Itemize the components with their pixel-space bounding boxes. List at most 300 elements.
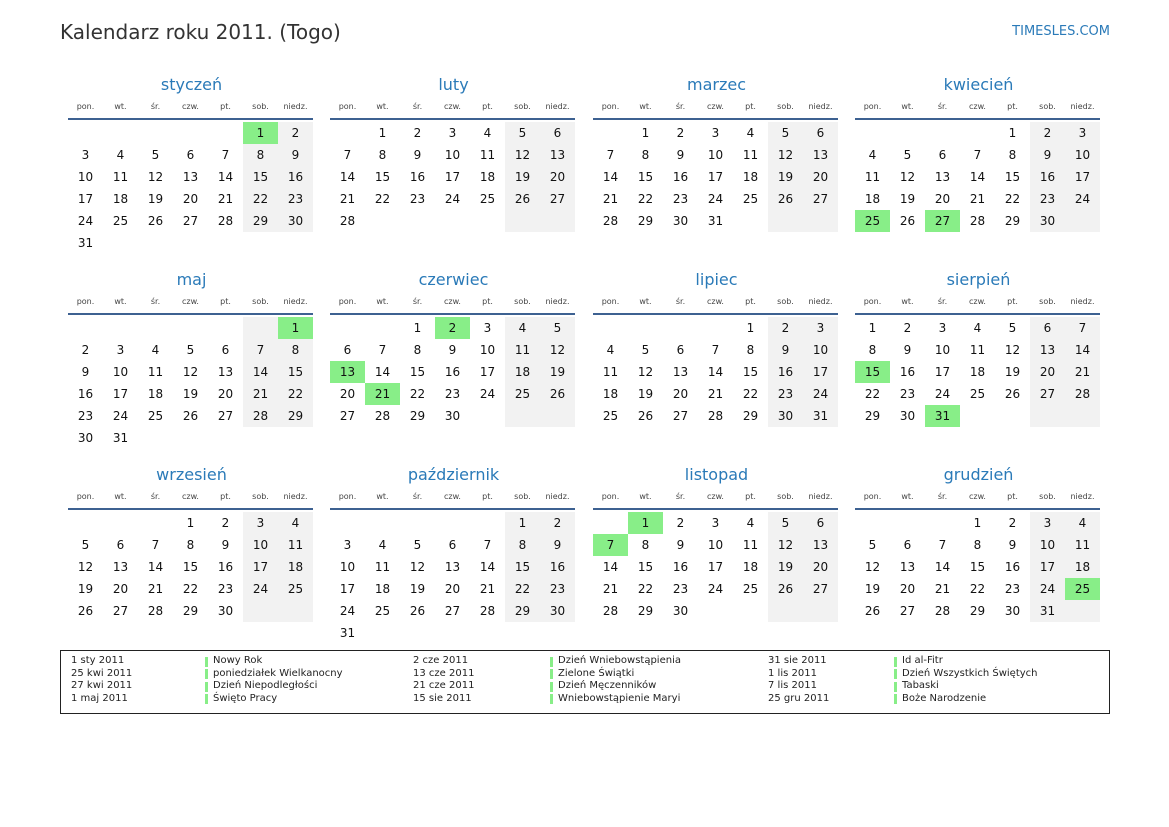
- day-cell: 29: [864, 409, 881, 423]
- header-divider: [68, 508, 313, 510]
- day-cell: 21: [243, 383, 278, 405]
- weekday-label: śr.: [675, 297, 686, 306]
- weekday-label: wt.: [114, 297, 127, 306]
- day-cell: 28: [243, 405, 278, 427]
- day-cell: 18: [374, 582, 391, 596]
- day-cell: 12: [540, 339, 575, 361]
- day-cell: 22: [1004, 192, 1021, 206]
- empty-cell: [278, 232, 313, 254]
- day-cell: 18: [864, 192, 881, 206]
- holiday-marker: [894, 682, 897, 692]
- day-cell: 22: [864, 387, 881, 401]
- empty-cell: [470, 622, 505, 644]
- days-grid: [68, 512, 315, 622]
- day-cell: 22: [505, 578, 540, 600]
- header-divider: [330, 508, 575, 510]
- day-cell: 31: [77, 236, 94, 250]
- weekday-label: niedz.: [808, 297, 833, 306]
- weekday-label: wt.: [901, 102, 914, 111]
- day-cell: 16: [672, 560, 689, 574]
- day-cell: 28: [602, 604, 619, 618]
- empty-cell: [365, 512, 400, 534]
- day-cell: 16: [768, 361, 803, 383]
- day-cell: 2: [540, 512, 575, 534]
- day-cell: 3: [1065, 122, 1100, 144]
- day-cell: 24: [339, 604, 356, 618]
- day-cell: 26: [540, 383, 575, 405]
- day-cell: 28: [707, 409, 724, 423]
- day-cell: 7: [1065, 317, 1100, 339]
- weekday-label: niedz.: [283, 102, 308, 111]
- day-cell: 25: [374, 604, 391, 618]
- empty-cell: [1030, 405, 1065, 427]
- day-cell: 28: [969, 214, 986, 228]
- weekday-label: niedz.: [1070, 102, 1095, 111]
- day-cell: 22: [637, 192, 654, 206]
- day-cell: 14: [147, 560, 164, 574]
- days-grid: [330, 317, 577, 427]
- day-cell: 25: [112, 214, 129, 228]
- day-cell: 17: [444, 170, 461, 184]
- day-cell: 29: [505, 600, 540, 622]
- weekday-label: pt.: [220, 492, 231, 501]
- day-cell: 25: [278, 578, 313, 600]
- day-cell: 9: [81, 365, 90, 379]
- day-cell: 11: [602, 365, 619, 379]
- empty-cell: [103, 512, 138, 534]
- weekday-label: śr.: [412, 492, 423, 501]
- empty-cell: [330, 512, 365, 534]
- empty-cell: [470, 512, 505, 534]
- month-name: marzec: [686, 75, 746, 94]
- day-cell: 14: [479, 560, 496, 574]
- day-cell: 30: [278, 210, 313, 232]
- weekday-label: pon.: [863, 297, 882, 306]
- day-cell: 16: [77, 387, 94, 401]
- day-cell: 4: [606, 343, 615, 357]
- weekday-label: pon.: [863, 102, 882, 111]
- month-name: czerwiec: [418, 270, 489, 289]
- day-cell: 10: [803, 339, 838, 361]
- empty-cell: [243, 600, 278, 622]
- empty-cell: [768, 210, 803, 232]
- weekday-header: [855, 294, 1102, 310]
- weekday-label: śr.: [150, 492, 161, 501]
- holiday-name: Wniebowstąpienie Maryi: [558, 692, 681, 704]
- day-cell: 26: [182, 409, 199, 423]
- day-cell: 22: [637, 582, 654, 596]
- day-cell: 6: [903, 538, 912, 552]
- day-cell: 19: [637, 387, 654, 401]
- day-cell: 13: [444, 560, 461, 574]
- day-cell: 8: [641, 538, 650, 552]
- holiday-marker: [205, 694, 208, 704]
- month-block: [593, 267, 840, 427]
- days-grid: [68, 317, 315, 449]
- day-cell: 31: [925, 405, 960, 427]
- day-cell: 27: [1030, 383, 1065, 405]
- weekday-label: sob.: [252, 102, 269, 111]
- empty-cell: [663, 317, 698, 339]
- month-block: [68, 462, 315, 622]
- weekday-header: [593, 99, 840, 115]
- weekday-label: śr.: [412, 102, 423, 111]
- weekday-label: pt.: [482, 492, 493, 501]
- day-cell: 15: [505, 556, 540, 578]
- day-cell: 19: [768, 166, 803, 188]
- day-cell: 27: [112, 604, 129, 618]
- weekday-label: pon.: [601, 102, 620, 111]
- day-cell: 8: [505, 534, 540, 556]
- day-cell: 6: [186, 148, 195, 162]
- day-cell: 30: [1030, 210, 1065, 232]
- day-cell: 4: [278, 512, 313, 534]
- day-cell: 13: [182, 170, 199, 184]
- days-grid: [593, 122, 840, 232]
- weekday-label: czw.: [182, 297, 199, 306]
- holiday-date: 2 cze 2011: [413, 655, 469, 666]
- weekday-label: niedz.: [1070, 297, 1095, 306]
- day-cell: 6: [803, 512, 838, 534]
- day-cell: 2: [278, 122, 313, 144]
- day-cell: 24: [707, 192, 724, 206]
- empty-cell: [400, 210, 435, 232]
- day-cell: 29: [278, 405, 313, 427]
- weekday-label: pt.: [1007, 102, 1018, 111]
- day-cell: 2: [768, 317, 803, 339]
- weekday-header: [593, 294, 840, 310]
- day-cell: 30: [540, 600, 575, 622]
- day-cell: 23: [1030, 188, 1065, 210]
- day-cell: 18: [278, 556, 313, 578]
- day-cell: 10: [444, 148, 461, 162]
- day-cell: 31: [707, 214, 724, 228]
- month-name: maj: [176, 270, 207, 289]
- month-block: [330, 72, 577, 232]
- day-cell: 30: [768, 405, 803, 427]
- day-cell: 13: [217, 365, 234, 379]
- day-cell: 3: [803, 317, 838, 339]
- empty-cell: [593, 317, 628, 339]
- day-cell: 20: [899, 582, 916, 596]
- holiday-marker: [894, 669, 897, 679]
- day-cell: 12: [899, 170, 916, 184]
- empty-cell: [1065, 210, 1100, 232]
- weekday-label: sob.: [514, 492, 531, 501]
- day-cell: 26: [147, 214, 164, 228]
- weekday-header: [330, 99, 577, 115]
- day-cell: 5: [1008, 321, 1017, 335]
- month-block: [593, 72, 840, 232]
- empty-cell: [628, 317, 663, 339]
- day-cell: 30: [444, 409, 461, 423]
- day-cell: 12: [505, 144, 540, 166]
- day-cell: 20: [934, 192, 951, 206]
- day-cell: 7: [243, 339, 278, 361]
- header-divider: [855, 508, 1100, 510]
- empty-cell: [960, 405, 995, 427]
- weekday-label: śr.: [412, 297, 423, 306]
- empty-cell: [733, 210, 768, 232]
- days-grid: [855, 512, 1102, 622]
- weekday-label: śr.: [150, 102, 161, 111]
- header-divider: [593, 313, 838, 315]
- day-cell: 8: [1008, 148, 1017, 162]
- day-cell: 27: [540, 188, 575, 210]
- empty-cell: [435, 622, 470, 644]
- day-cell: 10: [339, 560, 356, 574]
- day-cell: 8: [378, 148, 387, 162]
- day-cell: 17: [112, 387, 129, 401]
- header-divider: [330, 313, 575, 315]
- empty-cell: [400, 512, 435, 534]
- empty-cell: [470, 405, 505, 427]
- weekday-header: [68, 99, 315, 115]
- empty-cell: [330, 122, 365, 144]
- empty-cell: [208, 232, 243, 254]
- day-cell: 7: [151, 538, 160, 552]
- empty-cell: [173, 232, 208, 254]
- empty-cell: [365, 210, 400, 232]
- weekday-label: śr.: [150, 297, 161, 306]
- day-cell: 30: [1004, 604, 1021, 618]
- day-cell: 2: [676, 516, 685, 530]
- day-cell: 20: [182, 192, 199, 206]
- day-cell: 24: [444, 192, 461, 206]
- month-name: lipiec: [695, 270, 738, 289]
- day-cell: 28: [147, 604, 164, 618]
- day-cell: 7: [711, 343, 720, 357]
- weekday-label: pon.: [76, 492, 95, 501]
- empty-cell: [995, 405, 1030, 427]
- day-cell: 5: [505, 122, 540, 144]
- day-cell: 22: [969, 582, 986, 596]
- day-cell: 21: [707, 387, 724, 401]
- empty-cell: [243, 427, 278, 449]
- day-cell: 1: [413, 321, 422, 335]
- day-cell: 18: [602, 387, 619, 401]
- weekday-label: pon.: [76, 297, 95, 306]
- day-cell: 16: [899, 365, 916, 379]
- day-cell: 7: [593, 534, 628, 556]
- weekday-label: wt.: [639, 102, 652, 111]
- day-cell: 2: [1008, 516, 1017, 530]
- holiday-date: 31 sie 2011: [768, 655, 827, 666]
- day-cell: 4: [116, 148, 125, 162]
- day-cell: 21: [217, 192, 234, 206]
- day-cell: 9: [413, 148, 422, 162]
- day-cell: 1: [973, 516, 982, 530]
- weekday-header: [593, 489, 840, 505]
- holiday-marker: [205, 669, 208, 679]
- day-cell: 9: [1008, 538, 1017, 552]
- day-cell: 1: [243, 122, 278, 144]
- day-cell: 7: [343, 148, 352, 162]
- day-cell: 15: [1004, 170, 1021, 184]
- weekday-label: wt.: [376, 492, 389, 501]
- weekday-label: pon.: [601, 297, 620, 306]
- day-cell: 4: [151, 343, 160, 357]
- day-cell: 13: [540, 144, 575, 166]
- day-cell: 19: [409, 582, 426, 596]
- day-cell: 26: [637, 409, 654, 423]
- weekday-label: czw.: [182, 102, 199, 111]
- day-cell: 13: [803, 144, 838, 166]
- month-name: kwiecień: [943, 75, 1014, 94]
- day-cell: 26: [505, 188, 540, 210]
- empty-cell: [803, 210, 838, 232]
- day-cell: 3: [343, 538, 352, 552]
- day-cell: 21: [339, 192, 356, 206]
- day-cell: 8: [186, 538, 195, 552]
- empty-cell: [435, 210, 470, 232]
- empty-cell: [103, 317, 138, 339]
- day-cell: 21: [602, 582, 619, 596]
- empty-cell: [330, 317, 365, 339]
- empty-cell: [68, 317, 103, 339]
- days-grid: [593, 317, 840, 427]
- weekday-label: śr.: [675, 102, 686, 111]
- day-cell: 5: [903, 148, 912, 162]
- day-cell: 18: [479, 170, 496, 184]
- day-cell: 28: [602, 214, 619, 228]
- empty-cell: [138, 122, 173, 144]
- day-cell: 6: [540, 122, 575, 144]
- day-cell: 6: [1030, 317, 1065, 339]
- empty-cell: [733, 600, 768, 622]
- day-cell: 24: [1030, 578, 1065, 600]
- day-cell: 13: [934, 170, 951, 184]
- weekday-label: wt.: [639, 492, 652, 501]
- day-cell: 26: [899, 214, 916, 228]
- day-cell: 18: [742, 560, 759, 574]
- day-cell: 24: [707, 582, 724, 596]
- site-link[interactable]: TIMESLES.COM: [1012, 24, 1110, 39]
- day-cell: 12: [637, 365, 654, 379]
- weekday-header: [855, 99, 1102, 115]
- day-cell: 23: [899, 387, 916, 401]
- day-cell: 30: [672, 604, 689, 618]
- day-cell: 11: [278, 534, 313, 556]
- day-cell: 20: [803, 556, 838, 578]
- empty-cell: [593, 512, 628, 534]
- day-cell: 3: [243, 512, 278, 534]
- header-divider: [68, 313, 313, 315]
- day-cell: 10: [707, 538, 724, 552]
- holiday-name: Dzień Wszystkich Świętych: [902, 667, 1038, 679]
- day-cell: 18: [505, 361, 540, 383]
- day-cell: 4: [746, 516, 755, 530]
- day-cell: 27: [803, 578, 838, 600]
- header-divider: [593, 118, 838, 120]
- day-cell: 28: [374, 409, 391, 423]
- day-cell: 29: [1004, 214, 1021, 228]
- day-cell: 1: [278, 317, 313, 339]
- weekday-label: śr.: [675, 492, 686, 501]
- day-cell: 10: [77, 170, 94, 184]
- day-cell: 4: [483, 126, 492, 140]
- weekday-label: pt.: [745, 102, 756, 111]
- empty-cell: [68, 122, 103, 144]
- weekday-label: czw.: [707, 102, 724, 111]
- day-cell: 2: [413, 126, 422, 140]
- day-cell: 23: [409, 192, 426, 206]
- day-cell: 19: [182, 387, 199, 401]
- day-cell: 17: [339, 582, 356, 596]
- empty-cell: [138, 317, 173, 339]
- month-name: listopad: [684, 465, 749, 484]
- day-cell: 16: [540, 556, 575, 578]
- holiday-marker: [205, 682, 208, 692]
- weekday-label: sob.: [514, 297, 531, 306]
- day-cell: 21: [479, 582, 496, 596]
- day-cell: 14: [243, 361, 278, 383]
- day-cell: 15: [409, 365, 426, 379]
- weekday-label: wt.: [114, 102, 127, 111]
- day-cell: 3: [448, 126, 457, 140]
- day-cell: 18: [969, 365, 986, 379]
- day-cell: 11: [969, 343, 986, 357]
- day-cell: 1: [641, 126, 650, 140]
- day-cell: 7: [973, 148, 982, 162]
- day-cell: 23: [444, 387, 461, 401]
- holiday-date: 25 gru 2011: [768, 692, 830, 704]
- empty-cell: [540, 210, 575, 232]
- day-cell: 15: [182, 560, 199, 574]
- day-cell: 12: [182, 365, 199, 379]
- day-cell: 17: [707, 170, 724, 184]
- empty-cell: [400, 622, 435, 644]
- empty-cell: [890, 512, 925, 534]
- header-divider: [68, 118, 313, 120]
- day-cell: 23: [672, 192, 689, 206]
- day-cell: 15: [243, 166, 278, 188]
- weekday-label: niedz.: [808, 102, 833, 111]
- weekday-label: sob.: [1039, 492, 1056, 501]
- holiday-name: Id al-Fitr: [902, 655, 943, 666]
- day-cell: 20: [112, 582, 129, 596]
- empty-cell: [243, 317, 278, 339]
- day-cell: 19: [864, 582, 881, 596]
- day-cell: 13: [330, 361, 365, 383]
- day-cell: 3: [116, 343, 125, 357]
- holiday-marker: [550, 682, 553, 692]
- day-cell: 3: [1030, 512, 1065, 534]
- weekday-label: sob.: [514, 102, 531, 111]
- day-cell: 24: [479, 387, 496, 401]
- day-cell: 20: [444, 582, 461, 596]
- day-cell: 6: [803, 122, 838, 144]
- holiday-name: Dzień Niepodległości: [213, 680, 318, 692]
- weekday-label: wt.: [376, 102, 389, 111]
- day-cell: 6: [221, 343, 230, 357]
- day-cell: 3: [711, 126, 720, 140]
- day-cell: 3: [483, 321, 492, 335]
- day-cell: 27: [182, 214, 199, 228]
- day-cell: 19: [768, 556, 803, 578]
- empty-cell: [173, 427, 208, 449]
- weekday-label: pt.: [220, 297, 231, 306]
- empty-cell: [768, 600, 803, 622]
- day-cell: 19: [899, 192, 916, 206]
- day-cell: 18: [147, 387, 164, 401]
- empty-cell: [435, 512, 470, 534]
- day-cell: 25: [742, 582, 759, 596]
- day-cell: 15: [278, 361, 313, 383]
- month-block: [330, 267, 577, 427]
- day-cell: 10: [112, 365, 129, 379]
- weekday-label: niedz.: [1070, 492, 1095, 501]
